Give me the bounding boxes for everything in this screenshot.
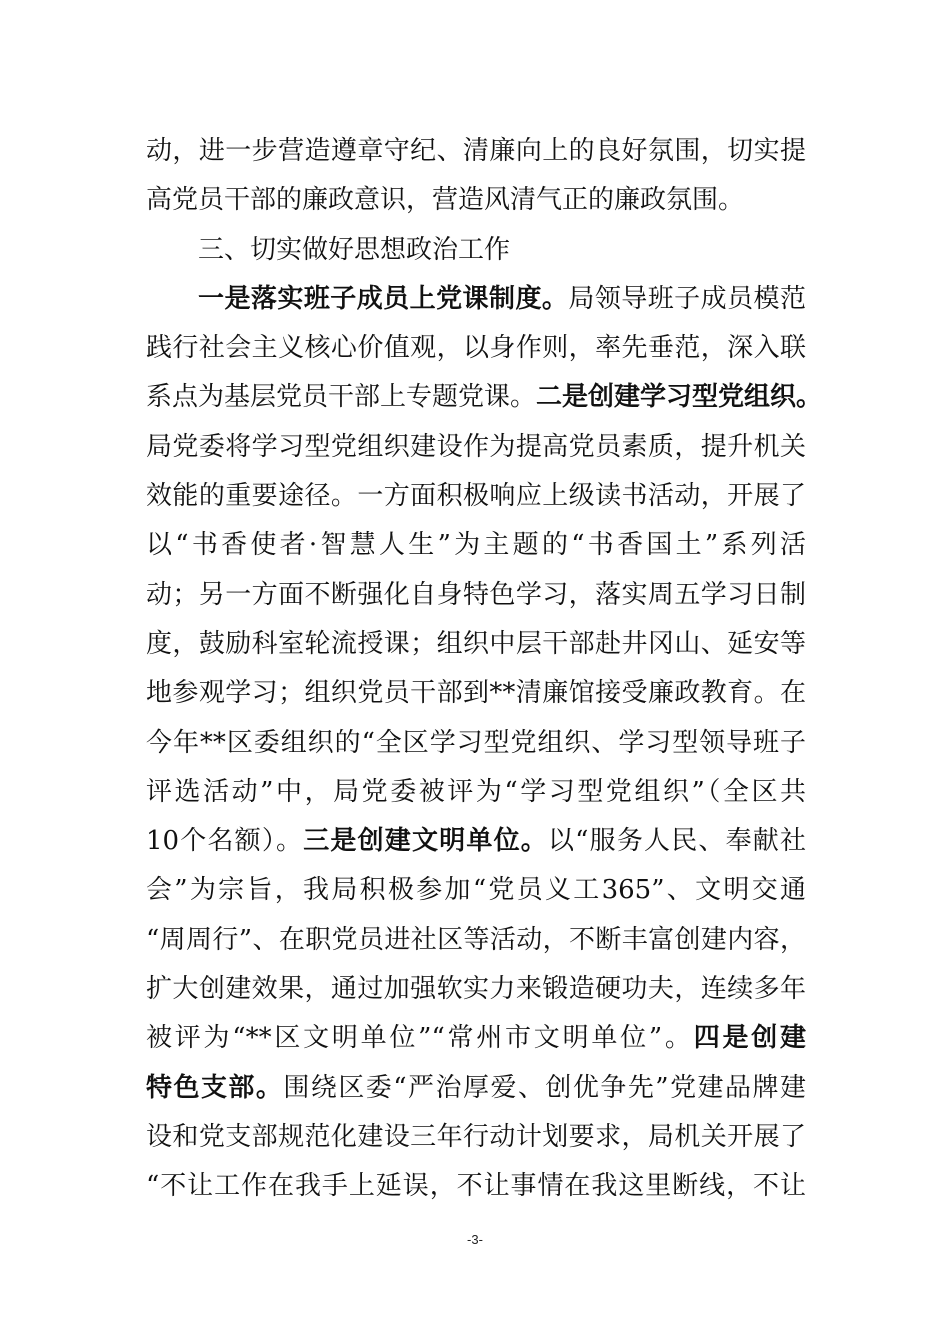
text-line	[146, 324, 806, 373]
text-segment: 践行社会主义核心价值观，以身作则，率先垂范，深入联	[146, 333, 806, 364]
text-line	[146, 275, 806, 324]
text-line	[146, 176, 806, 225]
text-line	[146, 423, 806, 472]
text-line	[146, 768, 806, 817]
bold-phrase: 二是创建学习型党组织。	[536, 382, 823, 413]
text-segment: 地参观学习；组织党员干部到**清廉馆接受廉政教育。在	[146, 678, 806, 709]
bold-phrase: 四是创建	[693, 1023, 806, 1054]
text-line	[146, 1064, 806, 1113]
text-segment: 扩大创建效果，通过加强软实力来锻造硬功夫，连续多年	[146, 974, 806, 1005]
text-segment: 效能的重要途径。一方面积极响应上级读书活动，开展了	[146, 481, 806, 512]
text-line	[146, 620, 806, 669]
section-heading	[146, 226, 806, 275]
text-segment: 会”为宗旨，我局积极参加“党员义工365”、文明交通	[146, 875, 806, 906]
text-line	[146, 127, 806, 176]
text-segment: 系点为基层党员干部上专题党课。	[146, 382, 537, 413]
text-line	[146, 1162, 806, 1211]
text-segment: 动；另一方面不断强化自身特色学习，落实周五学习日制	[146, 579, 806, 610]
text-segment: 10个名额）。	[146, 826, 304, 857]
text-segment: 被评为“**区文明单位”“常州市文明单位”。	[146, 1023, 694, 1054]
text-line	[146, 866, 806, 915]
text-segment: 设和党支部规范化建设三年行动计划要求，局机关开展了	[146, 1121, 806, 1152]
text-line	[146, 916, 806, 965]
text-segment: 以“服务人民、奉献社	[547, 826, 806, 857]
text-line	[146, 1113, 806, 1162]
text-line	[146, 373, 823, 422]
text-line	[146, 571, 806, 620]
bold-phrase: 三是创建文明单位。	[303, 826, 548, 857]
text-segment: “周周行”、在职党员进社区等活动，不断丰富创建内容，	[146, 924, 806, 955]
text-segment: “不让工作在我手上延误，不让事情在我这里断线，不让	[146, 1171, 806, 1202]
text-line	[146, 472, 806, 521]
text-line	[146, 669, 806, 718]
text-line	[146, 719, 806, 768]
text-line	[146, 965, 806, 1014]
text-segment: 评选活动”中，局党委被评为“学习型党组织”（全区共	[146, 776, 806, 807]
text-segment: 今年**区委组织的“全区学习型党组织、学习型领导班子	[146, 727, 806, 758]
text-segment: 动，进一步营造遵章守纪、清廉向上的良好氛围，切实提	[146, 136, 806, 166]
text-segment: 以“书香使者·智慧人生”为主题的“书香国土”系列活	[146, 530, 806, 561]
text-segment: 局党委将学习型党组织建设作为提高党员素质，提升机关	[146, 431, 806, 462]
text-segment: 围绕区委“严治厚爱、创优争先”党建品牌建	[283, 1072, 806, 1103]
body-text	[146, 127, 823, 1212]
text-segment: 高党员干部的廉政意识，营造风清气正的廉政氛围。	[146, 185, 745, 216]
text-segment: 三、切实做好思想政治工作	[198, 234, 511, 265]
bold-phrase: 特色支部。	[146, 1072, 284, 1103]
text-segment: 局领导班子成员模范	[568, 283, 806, 314]
text-line	[146, 817, 806, 866]
bold-phrase: 一是落实班子成员上党课制度。	[198, 283, 569, 314]
page-number: -3-	[467, 1232, 483, 1247]
text-line	[146, 1014, 806, 1063]
text-line	[146, 521, 806, 570]
text-segment: 度，鼓励科室轮流授课；组织中层干部赴井冈山、延安等	[146, 628, 806, 659]
